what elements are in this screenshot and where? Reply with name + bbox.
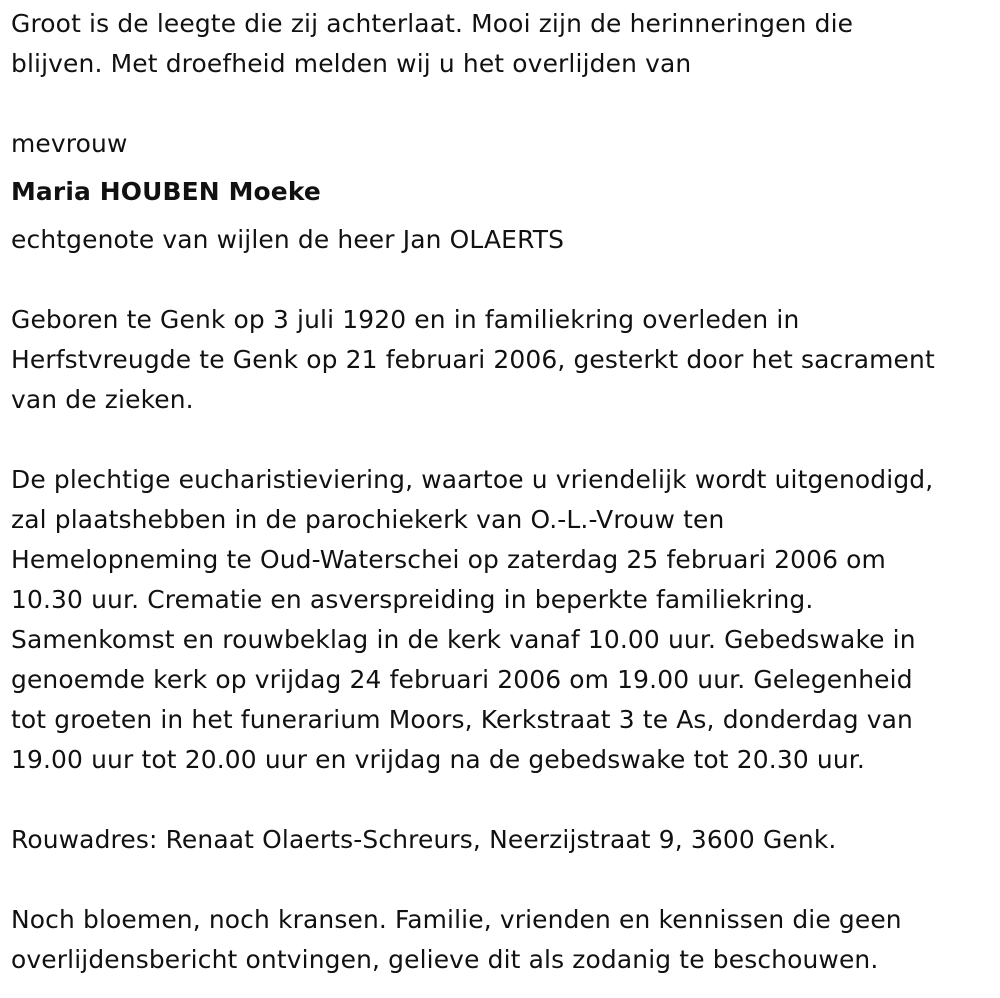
spouse-line: echtgenote van wijlen de heer Jan OLAERTS: [11, 225, 565, 254]
birth-death-line: Herfstvreugde te Genk op 21 februari 2006, gesterkt door het sacrament: [11, 345, 935, 374]
spacer: [11, 780, 996, 820]
ceremony-line: 19.00 uur tot 20.00 uur en vrijdag na de gebedswake tot 20.30 uur.: [11, 745, 865, 774]
ceremony-line: Samenkomst en rouwbeklag in de kerk vanaf 10.00 uur. Gebedswake in: [11, 625, 916, 654]
ceremony-line: De plechtige eucharistieviering, waartoe u vriendelijk wordt uitgenodigd,: [11, 465, 934, 494]
ceremony-line: tot groeten in het funerarium Moors, Kerkstraat 3 te As, donderdag van: [11, 705, 913, 734]
obituary-notice: [11, 4, 996, 980]
closing-line: Noch bloemen, noch kransen. Familie, vrienden en kennissen die geen: [11, 905, 902, 934]
ceremony-line: Hemelopneming te Oud-Waterschei op zaterdag 25 februari 2006 om: [11, 545, 886, 574]
birth-death-line: van de zieken.: [11, 385, 194, 414]
spacer: [11, 420, 996, 460]
spacer: [11, 260, 996, 300]
ceremony-line: genoemde kerk op vrijdag 24 februari 2006 om 19.00 uur. Gelegenheid: [11, 665, 913, 694]
intro-line: blijven. Met droefheid melden wij u het overlijden van: [11, 49, 692, 78]
intro-line: Groot is de leegte die zij achterlaat. Mooi zijn de herinneringen die: [11, 9, 854, 38]
deceased-name: Maria HOUBEN Moeke: [11, 177, 321, 206]
mourning-address: Rouwadres: Renaat Olaerts-Schreurs, Neerzijstraat 9, 3600 Genk.: [11, 825, 837, 854]
birth-death-line: Geboren te Genk op 3 juli 1920 en in familiekring overleden in: [11, 305, 800, 334]
ceremony-line: zal plaatshebben in de parochiekerk van O.-L.-Vrouw ten: [11, 505, 725, 534]
closing-line: overlijdensbericht ontvingen, gelieve dit als zodanig te beschouwen.: [11, 945, 879, 974]
ceremony-line: 10.30 uur. Crematie en asverspreiding in beperkte familiekring.: [11, 585, 814, 614]
spacer: [11, 84, 996, 124]
honorific: mevrouw: [11, 129, 128, 158]
spacer: [11, 860, 996, 900]
